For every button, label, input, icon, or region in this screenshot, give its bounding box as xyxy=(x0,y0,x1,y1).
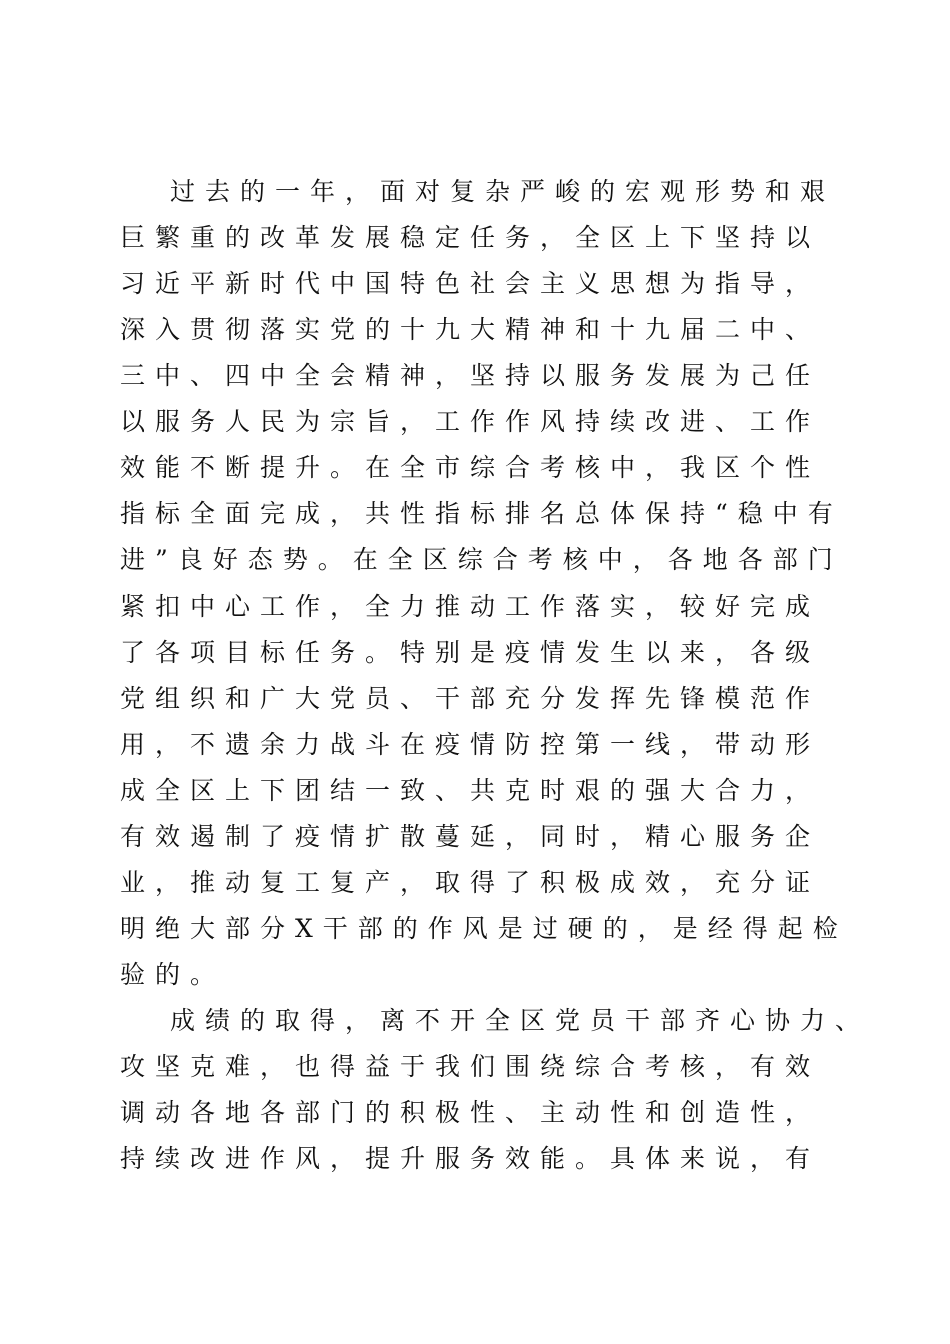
text-line: 攻坚克难，也得益于我们围绕综合考核，有效 xyxy=(120,1052,821,1081)
text-line: 成绩的取得，离不开全区党员干部齐心协力、 xyxy=(170,1006,871,1035)
text-line: 党组织和广大党员、干部充分发挥先锋模范作 xyxy=(120,684,821,713)
text-line: 有效遏制了疫情扩散蔓延，同时，精心服务企 xyxy=(120,822,821,851)
text-line: 指标全面完成，共性指标排名总体保持“稳中有 xyxy=(120,499,843,528)
text-line: 了各项目标任务。特别是疫情发生以来，各级 xyxy=(120,638,821,667)
text-line: 过去的一年，面对复杂严峻的宏观形势和艰 xyxy=(170,177,836,206)
text-line: 用，不遗余力战斗在疫情防控第一线，带动形 xyxy=(120,730,821,759)
text-line: 习近平新时代中国特色社会主义思想为指导， xyxy=(120,269,821,298)
text-line: 进”良好态势。在全区综合考核中，各地各部门 xyxy=(120,545,843,574)
text-line: 调动各地各部门的积极性、主动性和创造性， xyxy=(120,1098,821,1127)
text-line: 明绝大部分X干部的作风是过硬的，是经得起检 xyxy=(120,914,848,943)
text-line: 深入贯彻落实党的十九大精神和十九届二中、 xyxy=(120,315,821,344)
text-line: 业，推动复工复产，取得了积极成效，充分证 xyxy=(120,868,821,897)
text-line: 三中、四中全会精神，坚持以服务发展为己任 xyxy=(120,361,821,390)
text-line: 以服务人民为宗旨，工作作风持续改进、工作 xyxy=(120,407,821,436)
text-line: 巨繁重的改革发展稳定任务，全区上下坚持以 xyxy=(120,223,821,252)
text-line: 效能不断提升。在全市综合考核中，我区个性 xyxy=(120,453,821,482)
text-line: 成全区上下团结一致、共克时艰的强大合力， xyxy=(120,776,821,805)
text-line: 验的。 xyxy=(120,960,226,989)
text-line: 紧扣中心工作，全力推动工作落实，较好完成 xyxy=(120,592,821,621)
text-line: 持续改进作风，提升服务效能。具体来说，有 xyxy=(120,1144,821,1173)
